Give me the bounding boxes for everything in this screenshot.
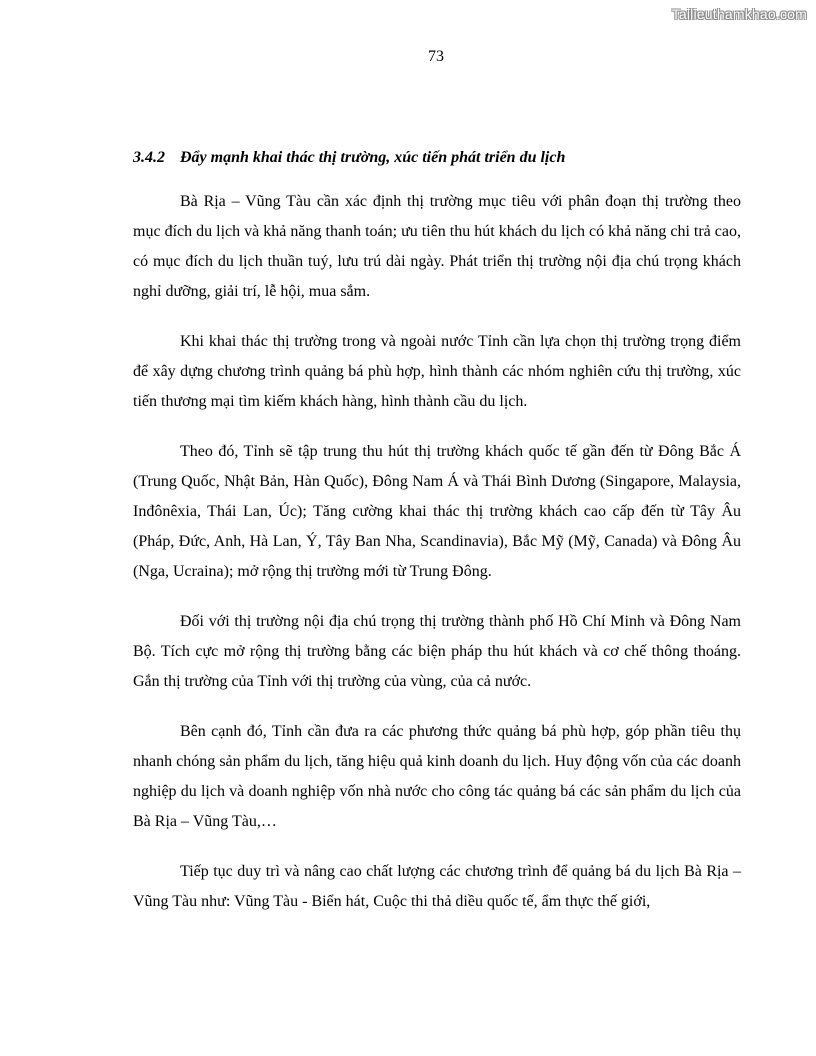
section-title: Đẩy mạnh khai thác thị trường, xúc tiến phát triển du lịch bbox=[180, 149, 566, 166]
document-body bbox=[133, 145, 741, 937]
section-heading bbox=[133, 145, 741, 171]
watermark: Tailieuthamkhao.com bbox=[671, 6, 807, 22]
paragraph: Đối với thị trường nội địa chú trọng thị trường thành phố Hồ Chí Minh và Đông Nam Bộ. Tích cực mở rộng thị trường bằng các biện pháp thu hút khách và cơ chế thông thoáng. Gắn thị trường của Tỉnh với thị trường của vùng, của cả nước. bbox=[133, 613, 741, 690]
page-number: 73 bbox=[428, 48, 444, 65]
section-number: 3.4.2 bbox=[133, 149, 165, 166]
paragraph: Tiếp tục duy trì và nâng cao chất lượng các chương trình để quảng bá du lịch Bà Rịa – Vũng Tàu như: Vũng Tàu - Biển hát, Cuộc thi thả diều quốc tế, ẩm thực thế giới, bbox=[133, 863, 741, 910]
paragraph: Bên cạnh đó, Tỉnh cần đưa ra các phương thức quảng bá phù hợp, góp phần tiêu thụ nhanh chóng sản phẩm du lịch, tăng hiệu quả kinh doanh du lịch. Huy động vốn của các doanh nghiệp du lịch và doanh nghiệp vốn nhà nước cho công tác quảng bá các sản phẩm du lịch của Bà Rịa – Vũng Tàu,… bbox=[133, 723, 741, 830]
paragraph: Theo đó, Tỉnh sẽ tập trung thu hút thị trường khách quốc tế gần đến từ Đông Bắc Á (Trung Quốc, Nhật Bản, Hàn Quốc), Đông Nam Á và Thái Bình Dương (Singapore, Malaysia, Inđônêxia, Thái Lan, Úc); Tăng cường khai thác thị trường khách cao cấp đến từ Tây Âu (Pháp, Đức, Anh, Hà Lan, Ý, Tây Ban Nha, Scandinavia), Bắc Mỹ (Mỹ, Canada) và Đông Âu (Nga, Ucraina); mở rộng thị trường mới từ Trung Đông. bbox=[133, 443, 741, 580]
paragraph: Bà Rịa – Vũng Tàu cần xác định thị trường mục tiêu với phân đoạn thị trường theo mục đích du lịch và khả năng thanh toán; ưu tiên thu hút khách du lịch có khả năng chi trả cao, có mục đích du lịch thuần tuý, lưu trú dài ngày. Phát triển thị trường nội địa chú trọng khách nghỉ dưỡng, giải trí, lễ hội, mua sắm. bbox=[133, 193, 741, 300]
paragraph: Khi khai thác thị trường trong và ngoài nước Tỉnh cần lựa chọn thị trường trọng điểm để xây dựng chương trình quảng bá phù hợp, hình thành các nhóm nghiên cứu thị trường, xúc tiến thương mại tìm kiếm khách hàng, hình thành cầu du lịch. bbox=[133, 333, 741, 410]
